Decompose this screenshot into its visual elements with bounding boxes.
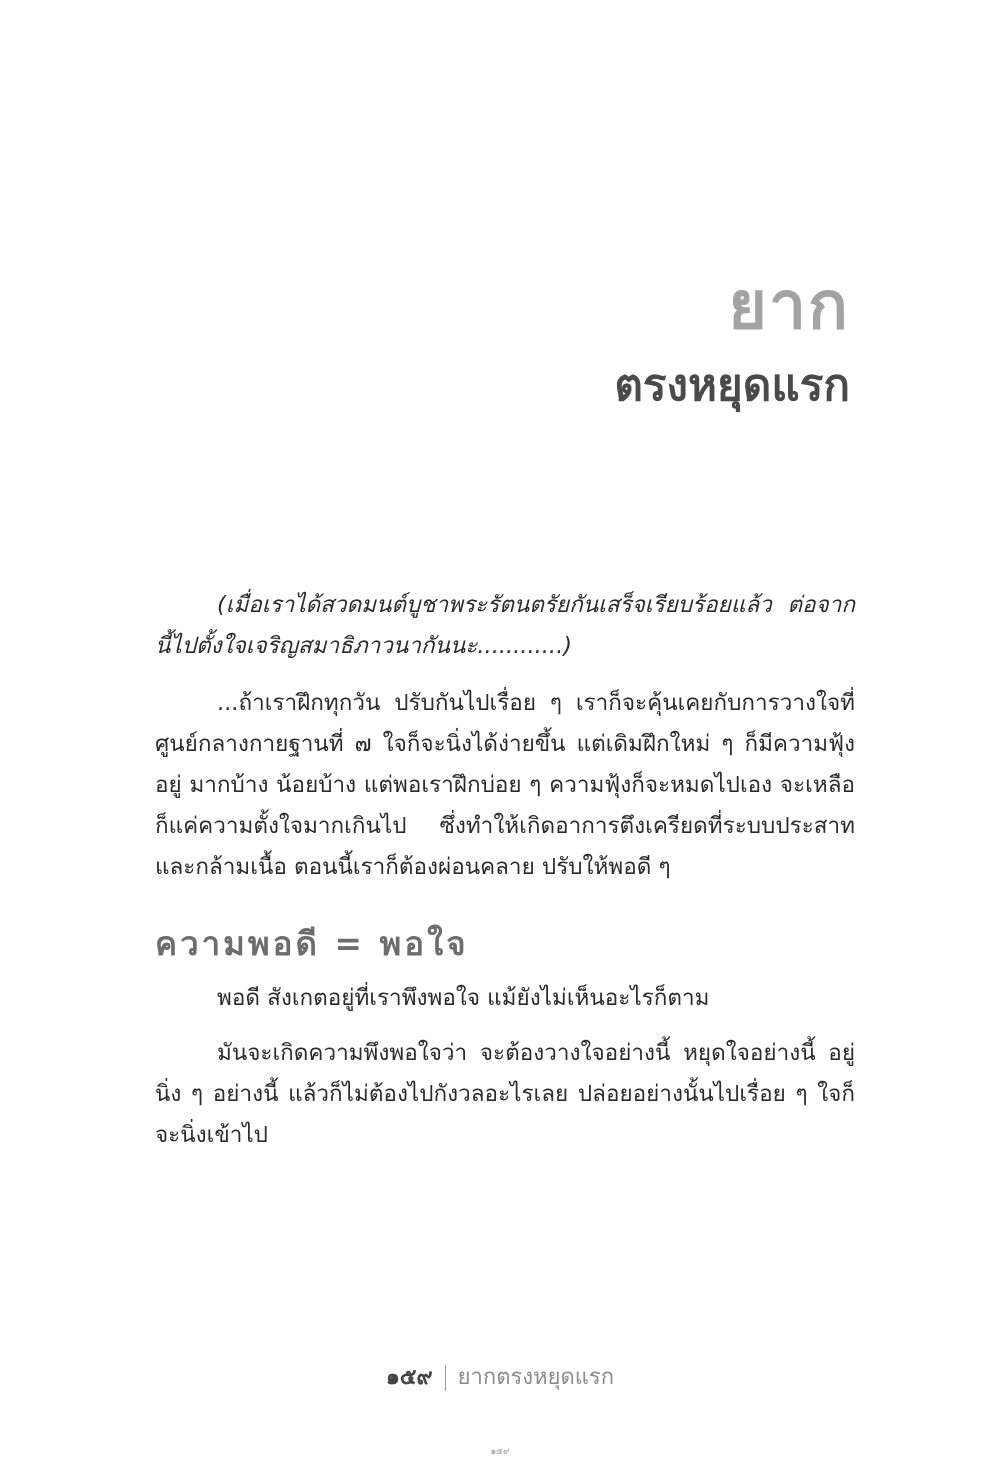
section-paragraph: มันจะเกิดความพึงพอใจว่า จะต้องวางใจอย่างนี้ หยุดใจอย่างนี้ อยู่นิ่ง ๆ อย่างนี้ แล้วก็ไม่ต้องไปกังวลอะไรเลย ปล่อยอย่างนั้นไปเรื่อย ๆ ใจก็จะนิ่งเข้าไป: [155, 1040, 855, 1148]
body-text: [155, 585, 855, 1170]
intro-paragraph: (เมื่อเราได้สวดมนต์บูชาพระรัตนตรัยกันเสร็จเรียบร้อยแล้ว ต่อจากนี้ไปตั้งใจเจริญสมาธิภาวนากันนะ............): [155, 592, 855, 659]
paragraph: ...ถ้าเราฝึกทุกวัน ปรับกันไปเรื่อย ๆ เราก็จะคุ้นเคยกับการวางใจที่ศูนย์กลางกายฐานที่ ๗ ใจก็จะนิ่งได้ง่ายขึ้น แต่เดิมฝึกใหม่ ๆ ก็มีความฟุ้งอยู่ มากบ้าง น้อยบ้าง แต่พอเราฝึกบ่อย ๆ ความฟุ้งก็จะหมดไปเอง จะเหลือก็แค่ความตั้งใจมากเกินไป ซึ่งทำให้เกิดอาการตึงเครียดที่ระบบประสาทและกล้ามเนื้อ ตอนนี้เราก็ต้องผ่อนคลาย ปรับให้พอดี ๆ: [155, 690, 855, 880]
chapter-title-sub: ตรงหยุดแรก: [614, 360, 850, 411]
running-title: ยากตรงหยุดแรก: [457, 1365, 615, 1390]
chapter-title-block: [614, 262, 850, 416]
section-paragraph: พอดี สังเกตอยู่ที่เราพึงพอใจ แม้ยังไม่เห็นอะไรก็ตาม: [217, 985, 710, 1011]
page-number: ๑๕๙: [385, 1365, 433, 1390]
section-heading: ความพอดี = พอใจ: [155, 924, 469, 963]
chapter-title-main: ยาก: [728, 267, 850, 344]
small-page-mark: ๑๕๙: [490, 1447, 510, 1457]
page-footer: [0, 1360, 1000, 1396]
footer-divider: [445, 1365, 446, 1391]
